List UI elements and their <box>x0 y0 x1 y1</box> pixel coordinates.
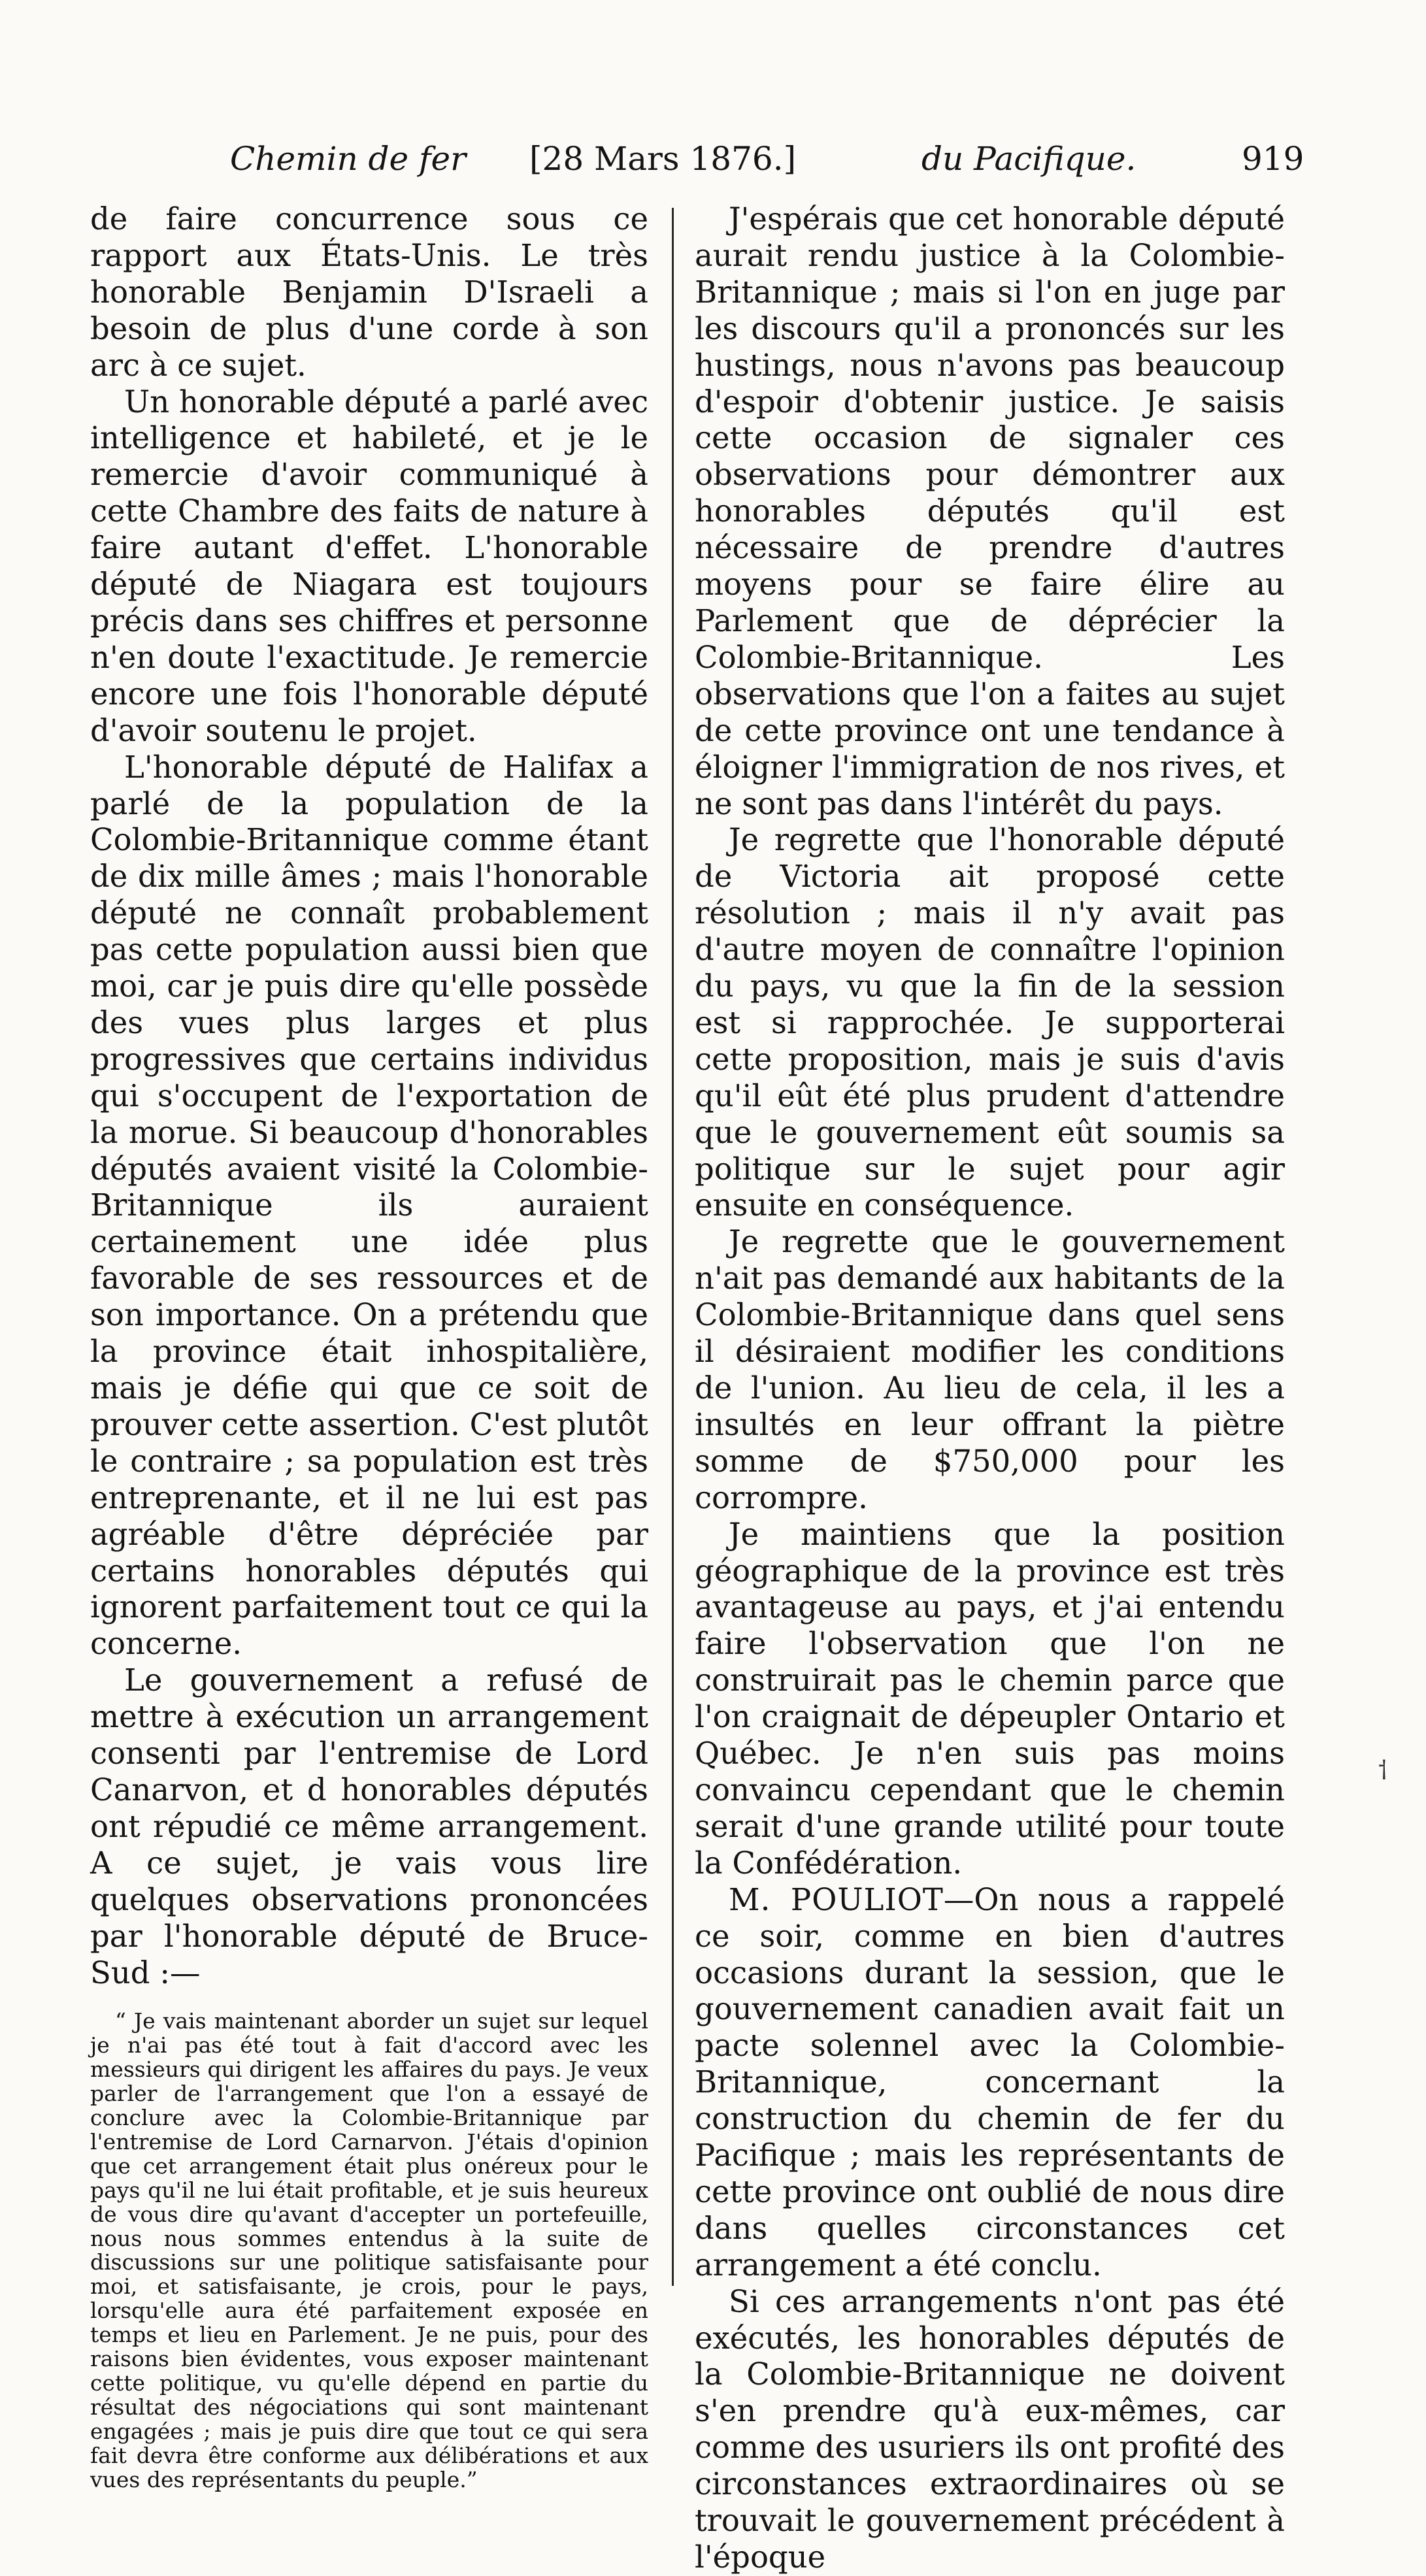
paragraph: Un honorable député a parlé avec intelligence et habileté, et je le remercie d'avoir communiqué à cette Chambre des faits de nature à faire autant d'effet. L'honorable député de Niagara est toujours précis dans ses chiffres et personne n'en doute l'exactitude. Je remercie encore une fois l'honorable député d'avoir soutenu le projet. <box>90 384 648 748</box>
block-quote: “ Je vais maintenant aborder un sujet sur lequel je n'ai pas été tout à fait d'accord avec les messieurs qui dirigent les affaires du pays. Je veux parler de l'arrangement que l'on a essayé de conclure avec la Colombie-Britannique par l'entremise de Lord Carnarvon. J'étais d'opinion que cet arrangement était plus onéreux pour le pays qu'il ne lui était profitable, et je suis heureux de vous dire qu'avant d'accepter un portefeuille, nous nous sommes entendus à la suite de discussions sur une politique satisfaisante pour moi, et satisfaisante, je crois, pour le pays, lorsqu'elle aura été parfaitement exposée en temps et lieu en Parlement. Je ne puis, pour des raisons bien évidentes, vous exposer maintenant cette politique, vu qu'elle dépend en partie du résultat des négociations qui sont maintenant engagées ; mais je puis dire que tout ce qui sera fait devra être conforme aux délibérations et aux vues des représentants du peuple.” <box>90 2008 648 2492</box>
paragraph: Je regrette que le gouvernement n'ait pas demandé aux habitants de la Colombie-Britannique dans quel sens il désiraient modifier les conditions de l'union. Au lieu de cela, il les a insultés en leur offrant la piètre somme de $750,000 pour les corrompre. <box>695 1224 1285 1515</box>
paragraph: Le gouvernement a refusé de mettre à exécution un arrangement consenti par l'entremise de Lord Canarvon, et d honorables députés ont répudié ce même arrangement. A ce sujet, je vais vous lire quelques observations prononcées par l'honorable député de Bruce-Sud :— <box>90 1662 648 1990</box>
paragraph: L'honorable député de Halifax a parlé de la population de la Colombie-Britannique comme étant de dix mille âmes ; mais l'honorable député ne connaît probablement pas cette population aussi bien que moi, car je puis dire qu'elle possède des vues plus larges et plus progressives que certains individus qui s'occupent de l'exportation de la morue. Si beaucoup d'honorables députés avaient visité la Colombie-Britannique ils auraient certainement une idée plus favorable de ses ressources et de son importance. On a prétendu que la province était inhospitalière, mais je défie qui que ce soit de prouver cette assertion. C'est plutôt le contraire ; sa population est très entreprenante, et il ne lui est pas agréable d'être dépréciée par certains honorables députés qui ignorent parfaitement tout ce qui la concerne. <box>90 749 648 1662</box>
left-column <box>90 201 648 2492</box>
paragraph: J'espérais que cet honorable député aurait rendu justice à la Colombie-Britannique ; mais si l'on en juge par les discours qu'il a prononcés sur les hustings, nous n'avons pas beaucoup d'espoir d'obtenir justice. Je saisis cette occasion de signaler ces observations pour démontrer aux honorables députés qu'il est nécessaire de prendre d'autres moyens pour se faire élire au Parlement que de déprécier la Colombie-Britannique. Les observations que l'on a faites au sujet de cette province ont une tendance à éloigner l'immigration de nos rives, et ne sont pas dans l'intérêt du pays. <box>695 201 1285 821</box>
header-right-title: du Pacifique. <box>921 140 1136 178</box>
right-column <box>695 201 1285 2576</box>
column-divider <box>672 208 674 2286</box>
header-left-title: Chemin de fer <box>230 140 467 178</box>
running-header <box>0 136 1426 195</box>
speech-text: —On nous a rappelé ce soir, comme en bien d'autres occasions durant la session, que le gouvernement canadien avait fait un pacte solennel avec la Colombie-Britannique, concernant la construction du chemin de fer du Pacifique ; mais les représentants de cette province ont oublié de nous dire dans quelles circonstances cet arrangement a été conclu. <box>695 1881 1285 2283</box>
page-number: 919 <box>1242 140 1304 178</box>
speaker-name: M. POULIOT <box>729 1881 944 1917</box>
speaker-paragraph <box>695 1882 1285 2284</box>
header-date: [28 Mars 1876.] <box>529 140 797 178</box>
paragraph: Je regrette que l'honorable député de Victoria ait proposé cette résolution ; mais il n'y avait pas d'autre moyen de connaître l'opinion du pays, vu que la fin de la session est si rapprochée. Je supporterai cette proposition, mais je suis d'avis qu'il eût été plus prudent d'attendre que le gouvernement eût soumis sa politique sur le sujet pour agir ensuite en conséquence. <box>695 822 1285 1223</box>
paragraph: de faire concurrence sous ce rapport aux États-Unis. Le très honorable Benjamin D'Israeli a besoin de plus d'une corde à son arc à ce sujet. <box>90 201 648 383</box>
margin-mark-icon: ⸶ <box>1378 1756 1389 1786</box>
paragraph: Si ces arrangements n'ont pas été exécutés, les honorables députés de la Colombie-Britannique ne doivent s'en prendre qu'à eux-mêmes, car comme des usuriers ils ont profité des circonstances extraordinaires où se trouvait le gouvernement précédent à l'époque <box>695 2283 1285 2575</box>
paragraph: Je maintiens que la position géographique de la province est très avantageuse au pays, et j'ai entendu faire l'observation que l'on ne construirait pas le chemin parce que l'on craignait de dépeupler Ontario et Québec. Je n'en suis pas moins convaincu cependant que le chemin serait d'une grande utilité pour toute la Confédération. <box>695 1516 1285 1881</box>
